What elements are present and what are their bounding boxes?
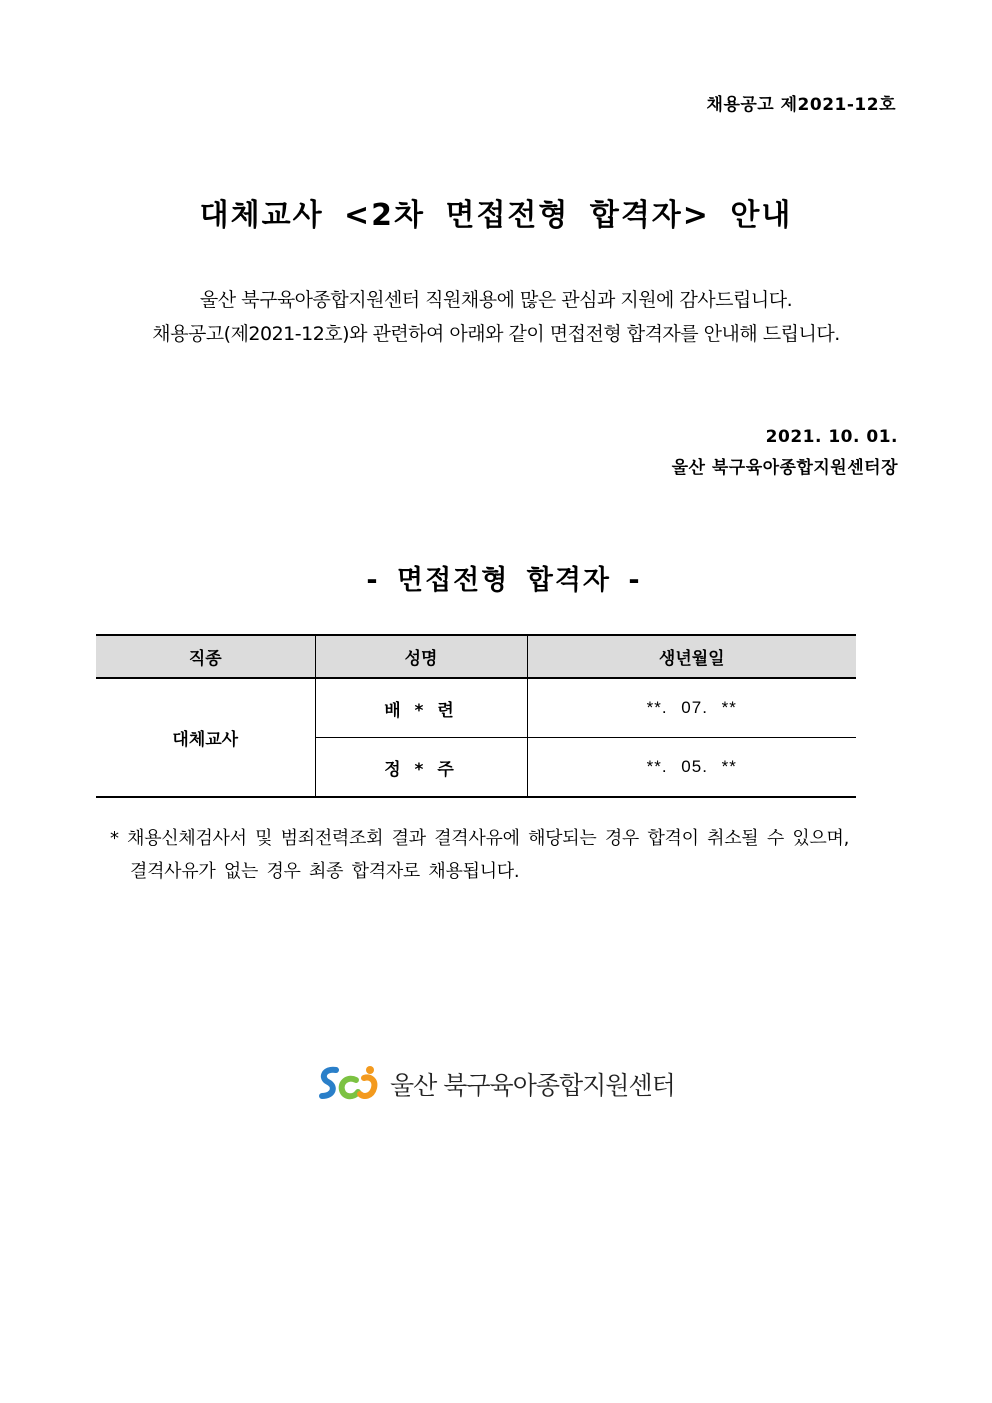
intro-text bbox=[0, 283, 992, 351]
table-header-row bbox=[96, 635, 856, 678]
intro-line-1: 울산 북구육아종합지원센터 직원채용에 많은 관심과 지원에 감사드립니다. bbox=[199, 289, 793, 311]
column-header-dob: 생년월일 bbox=[527, 635, 856, 678]
intro-line-2: 채용공고(제2021-12호)와 관련하여 아래와 같이 면접전형 합격자를 안내해 드립니다. bbox=[152, 323, 840, 345]
footnote bbox=[110, 822, 910, 888]
center-logo bbox=[318, 1062, 675, 1106]
signature-block bbox=[672, 422, 898, 484]
footnote-line-1: * 채용신체검사서 및 범죄전력조회 결과 결격사유에 해당되는 경우 합격이 취소될 수 있으며, bbox=[110, 828, 850, 849]
name-cell: 정 * 주 bbox=[315, 738, 527, 798]
job-cell: 대체교사 bbox=[96, 678, 315, 797]
section-title: - 면접전형 합격자 - bbox=[366, 565, 642, 596]
name-cell: 배 * 련 bbox=[315, 678, 527, 738]
dob-cell: **. 07. ** bbox=[527, 678, 856, 738]
table-row bbox=[96, 678, 856, 738]
result-table bbox=[96, 634, 856, 798]
issuer: 울산 북구육아종합지원센터장 bbox=[671, 458, 898, 478]
logo-text: 울산 북구육아종합지원센터 bbox=[390, 1071, 675, 1100]
notice-number: 채용공고 제2021-12호 bbox=[706, 95, 896, 115]
column-header-name: 성명 bbox=[315, 635, 527, 678]
issue-date: 2021. 10. 01. bbox=[765, 427, 898, 447]
center-logo-icon bbox=[318, 1062, 382, 1106]
page-title: 대체교사 <2차 면접전형 합격자> 안내 bbox=[199, 198, 793, 233]
footnote-line-2: 결격사유가 없는 경우 최종 합격자로 채용됩니다. bbox=[130, 861, 520, 882]
dob-cell: **. 05. ** bbox=[527, 738, 856, 798]
column-header-job: 직종 bbox=[96, 635, 315, 678]
